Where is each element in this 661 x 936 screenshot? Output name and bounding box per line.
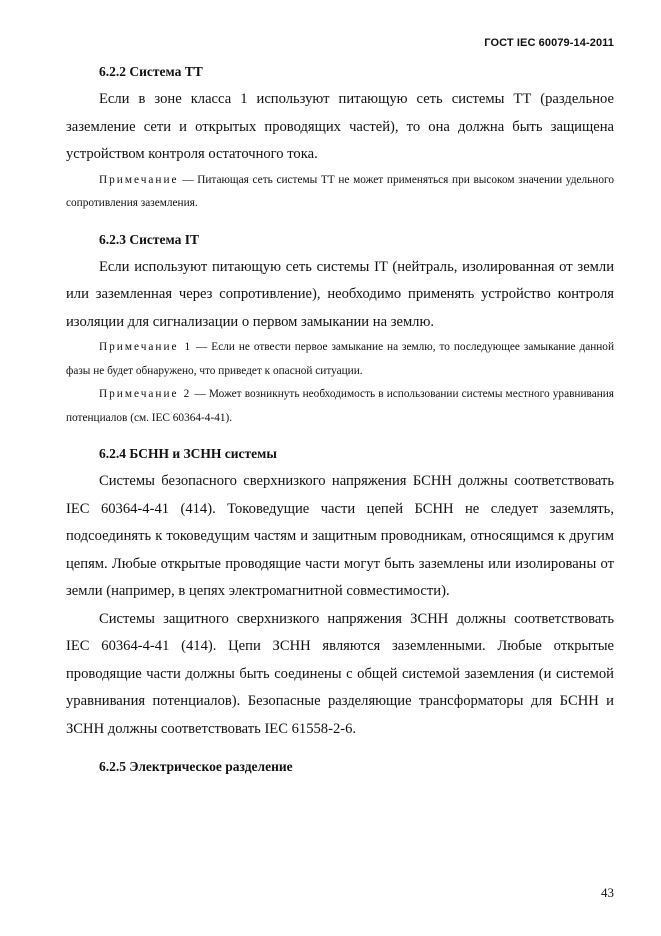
- note-label: Примечание 1: [99, 341, 193, 353]
- note: [66, 336, 614, 383]
- section-heading-6-2-4: 6.2.4 БСНН и ЗСНН системы: [99, 446, 277, 461]
- note: [66, 169, 614, 216]
- section-heading-6-2-3: 6.2.3 Система IT: [99, 231, 200, 247]
- note-label: Примечание 2: [99, 388, 192, 400]
- paragraph: Если в зоне класса 1 используют питающую сеть системы ТТ (раздельное заземление сети и открытых проводящих частей), то она должна быть защищена устройством контроля остаточного тока.: [66, 91, 614, 162]
- document-code-header: ГОСТ IEC 60079-14-2011: [484, 37, 614, 49]
- page-content: [66, 58, 614, 781]
- note-text: — Если не отвести первое замыкание на землю, то последующее замыкание данной фазы не будет обнаружено, что приведет к опасной ситуации.: [66, 341, 614, 377]
- note-text: — Питающая сеть системы ТТ не может применяться при высоком значении удельного сопротивления заземления.: [66, 173, 614, 209]
- paragraph: Системы защитного сверхнизкого напряжения ЗСНН должны соответствовать IEC 60364-4-41 (414). Цепи ЗСНН являются заземленными. Любые открытые проводящие части должны быть соединены с общей системой заземления (и системой уравнивания потенциалов). Безопасные разделяющие трансформаторы для БСНН и ЗСНН должны соответствовать IEC 61558-2-6.: [66, 610, 614, 737]
- note-text: — Может возникнуть необходимость в использовании системы местного уравнивания потенциалов (см. IEC 60364-4-41).: [66, 388, 614, 424]
- section-heading-6-2-2: 6.2.2 Система ТТ: [99, 64, 203, 79]
- paragraph: Системы безопасного сверхнизкого напряжения БСНН должны соответствовать IEC 60364-4-41 (414). Токоведущие части цепей БСНН не следует заземлять, подсоединять к токоведущим частям и защитным проводникам, относящимся к другим цепям. Любые открытые проводящие части могут быть заземлены или изолированы от земли (например, в цепях электромагнитной совместимости).: [66, 473, 614, 599]
- section-heading-6-2-5: 6.2.5 Электрическое разделение: [99, 759, 293, 774]
- page-number: 43: [601, 885, 614, 900]
- note-label: Примечание: [99, 173, 179, 186]
- paragraph: Если используют питающую сеть системы IT (нейтраль, изолированная от земли или заземленная через сопротивление), необходимо применять устройство контроля изоляции для сигнализации о первом замыкании на землю.: [66, 258, 614, 330]
- note: [66, 383, 614, 430]
